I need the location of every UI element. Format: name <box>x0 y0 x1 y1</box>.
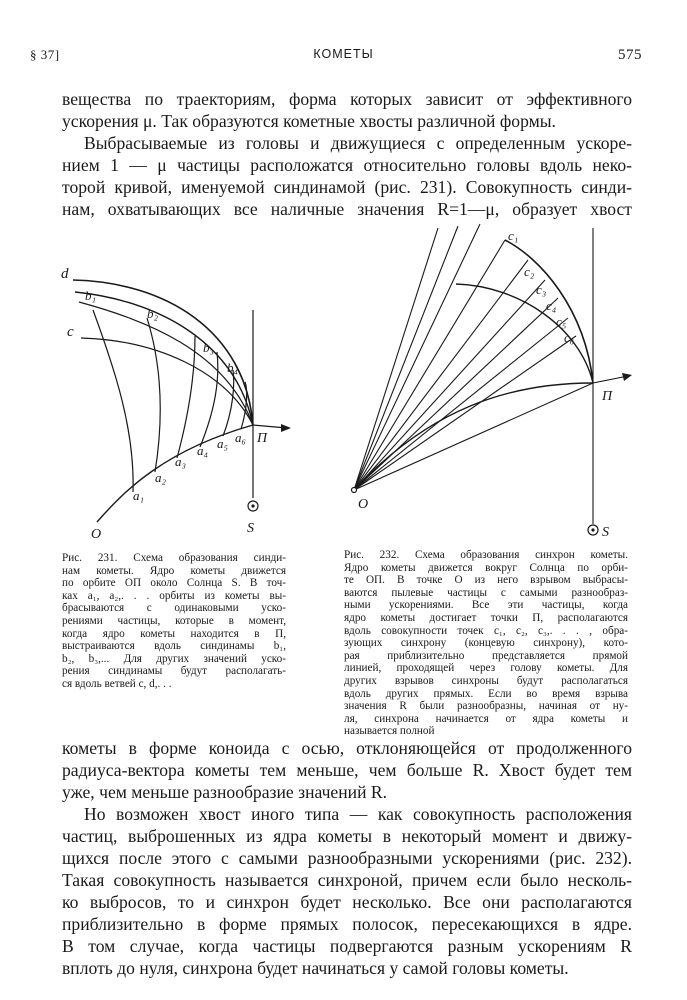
caption-line: те ОП. В точке О из него взрывом выбрасы- <box>344 574 628 587</box>
label-b1: b₁ <box>85 288 97 303</box>
text-line: Такая совокупность называется синхроной, причем если было несколь- <box>62 870 632 890</box>
orbit-line <box>97 425 253 522</box>
label-O: О <box>358 497 369 512</box>
caption-line: ядро кометы достигает точки П, располагаются <box>344 611 628 624</box>
caption-line: когда ядро кометы находится в П, <box>62 627 286 640</box>
text-line: Но возможен хвост иного типа — как совокупность расположения <box>84 804 632 824</box>
trajectory-a2 <box>147 318 160 472</box>
label-c2: c₂ <box>524 264 535 279</box>
ray <box>354 336 576 490</box>
text-line: уже, чем меньше разнообразие значений R. <box>62 782 388 802</box>
label-a4: a₄ <box>197 443 209 458</box>
caption-line: Ядро кометы движется вокруг Солнца по орби- <box>344 561 628 574</box>
label-b2: b₂ <box>147 306 159 321</box>
label-c6: c₆ <box>564 330 575 345</box>
paragraph-conoid <box>62 737 632 803</box>
text-line: Выбрасываемые из головы и движущиеся с определенным ускоре- <box>84 133 632 153</box>
ray <box>354 240 505 490</box>
text-line: радиуса-вектора кометы тем меньше, чем больше R. Хвост будет тем <box>62 760 632 780</box>
caption-line: ля, синхрона начинается от ядра кометы и <box>344 712 628 725</box>
label-a2: a₂ <box>155 470 167 485</box>
caption-line: значения R были разнообразны, начиная от ну- <box>344 700 628 713</box>
text-line: вещества по траекториям, форма которых зависит от эффективного <box>62 89 632 109</box>
arrowhead-icon <box>622 373 632 381</box>
text-line: ко выбросов, то и синхрон будет несколько. Все они располагаются <box>62 892 632 912</box>
text-line: вплоть до нуля, синхрона будет начинаться у самой головы кометы. <box>62 958 569 978</box>
label-P: П <box>257 431 268 446</box>
ray <box>354 260 528 490</box>
caption-line: выстраиваются вдоль синдинамы b₁, <box>62 640 286 653</box>
syndyne-b2 <box>75 292 253 425</box>
text-line: торой кривой, именуемой синдинамой (рис. 231). Совокупность синди- <box>62 177 632 197</box>
figure-232-diagram <box>340 218 640 548</box>
caption-line: рения синдинамы будут располагать- <box>62 665 286 678</box>
figure-232 <box>340 218 640 548</box>
caption-line: b₂, b₃,... Для других значений уско- <box>62 652 286 665</box>
text-line: щихся после этого с самыми разнообразными ускорениями (рис. 232). <box>62 848 632 868</box>
trajectory-a4 <box>200 352 218 447</box>
caption-line: рениями частицы, которые в момент, <box>62 614 286 627</box>
caption-line: вдоль других прямых. Если во время взрыва <box>344 687 628 700</box>
trajectory-a5 <box>223 370 234 436</box>
figure-231-diagram <box>55 260 305 550</box>
caption-line: нам кометы. Ядро кометы движется <box>62 564 286 577</box>
caption-line: называется полной <box>344 725 435 738</box>
caption-line: зующих синхрону (концевую синхрону), кото- <box>344 637 628 650</box>
trajectory-a3 <box>177 336 195 458</box>
running-title: КОМЕТЫ <box>313 47 374 61</box>
caption-line: рая приблизительно представляется прямой <box>344 649 628 662</box>
label-a3: a₃ <box>175 454 187 469</box>
caption-line: ваются пылевые частицы с самыми разнообраз- <box>344 586 628 599</box>
figure-232-caption <box>344 549 628 738</box>
arrowhead-icon <box>281 424 291 432</box>
ray <box>354 318 568 490</box>
label-S: S <box>602 525 609 540</box>
label-b3: b₃ <box>203 340 215 355</box>
comet-nucleus-icon <box>352 488 357 493</box>
page-number: 575 <box>618 47 642 63</box>
label-c4: c₄ <box>546 298 557 313</box>
caption-line: других взрывов синхроны будут располагаться <box>344 674 628 687</box>
section-number: § 37] <box>30 47 60 62</box>
text-line: нием 1 — μ частицы расположатся относительно головы вдоль неко- <box>62 155 632 175</box>
caption-line: брасываются с одинаковыми уско- <box>62 602 286 615</box>
trajectory-a1 <box>93 310 133 492</box>
label-c: c <box>67 324 74 340</box>
caption-line: вдоль совокупности точек c₁, c₂, c₃,. . . , обра- <box>344 624 628 637</box>
label-b4: b₄ <box>227 360 239 375</box>
label-a5: a₅ <box>217 436 229 451</box>
caption-line: ся вдоль ветвей c, d,. . . <box>62 677 172 690</box>
label-P: П <box>602 389 613 404</box>
ray <box>354 224 480 490</box>
caption-line: Рис. 232. Схема образования синхрон кометы. <box>344 549 628 561</box>
text-line: кометы в форме коноида с осью, отклоняющейся от продолженного <box>62 738 632 758</box>
caption-line: ными ускорениями. Все эти частицы, когда <box>344 599 628 612</box>
label-a6: a₆ <box>235 430 247 445</box>
label-O: О <box>91 527 102 542</box>
caption-line: по орбите ОП около Солнца S. В точ- <box>62 577 286 590</box>
radius-vector-arrow <box>593 376 628 383</box>
caption-line: ках a₁, a₂,. . . орбиты из кометы вы- <box>62 589 286 602</box>
text-line: частиц, выброшенных из ядра кометы в некоторый момент и движу- <box>62 826 632 846</box>
caption-line: Рис. 231. Схема образования синди- <box>62 552 286 564</box>
text-line: нам, охватывающих все наличные значения R=1—μ, образует хвост <box>62 199 632 219</box>
paragraph-synchrones <box>62 803 632 979</box>
figure-231-caption <box>62 552 286 691</box>
caption-line: линией, проходящей через голову кометы. Для <box>344 662 628 675</box>
label-c3: c₃ <box>536 282 547 297</box>
text-line: ускорения μ. Так образуются кометные хвосты различной формы. <box>62 111 556 131</box>
ray <box>354 280 545 490</box>
paragraph-syndynes <box>62 132 632 220</box>
paragraph-continuation <box>62 88 632 132</box>
text-line: приблизительно в форме прямых полосок, пересекающихся в ядре. <box>62 914 632 934</box>
label-a1: a₁ <box>133 488 145 503</box>
figure-231 <box>55 260 305 550</box>
label-c1: c₁ <box>508 228 519 243</box>
label-S: S <box>247 521 254 536</box>
label-c5: c₅ <box>556 314 567 329</box>
label-d: d <box>61 266 69 282</box>
text-line: В том случае, когда частицы подвергаются разным ускорениям R <box>62 936 632 956</box>
